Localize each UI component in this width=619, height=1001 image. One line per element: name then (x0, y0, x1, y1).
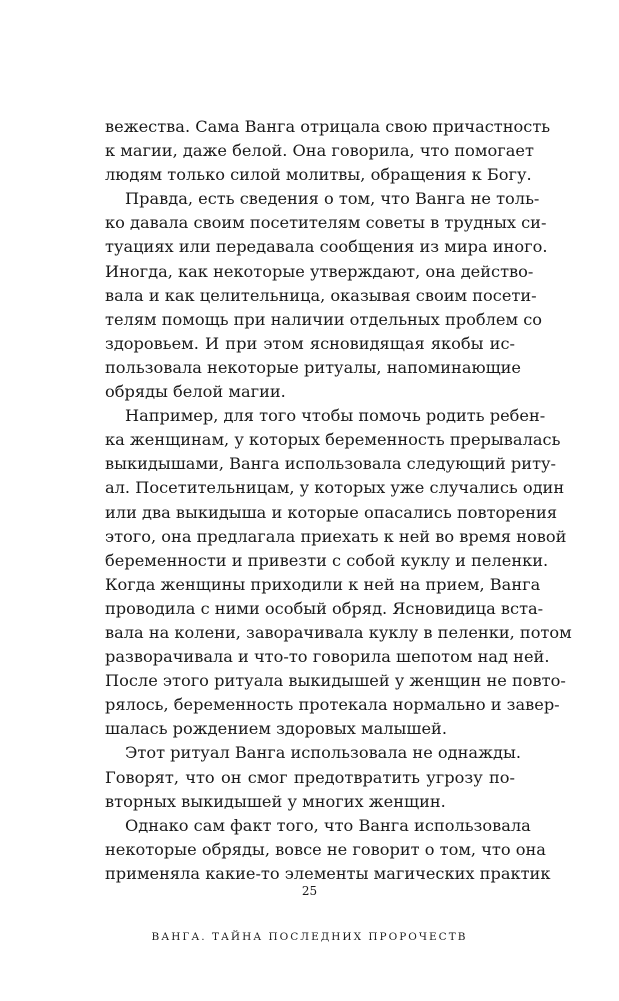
text-line: некоторые обряды, вовсе не говорит о том, что она (105, 839, 546, 859)
text-line: туациях или передавала сообщения из мира иного. (105, 237, 548, 257)
text-line: к магии, даже белой. Она говорила, что помогает (105, 141, 534, 161)
text-line: телям помощь при наличии отдельных проблем со (105, 309, 543, 329)
text-line: шалась рождением здоровых малышей. (105, 719, 447, 739)
text-line: вежества. Сама Ванга отрицала свою причастность (105, 117, 551, 136)
text-line: проводила с ними особый обряд. Ясновидица вста- (105, 598, 544, 618)
text-line: применяла какие-то элементы магических практик (105, 863, 551, 883)
text-line: здоровьем. И при этом ясновидящая якобы ис- (105, 333, 515, 353)
text-line: разворачивала и что-то говорила шепотом над ней. (105, 647, 550, 667)
body-text (105, 115, 572, 886)
text-line: Правда, есть сведения о том, что Ванга не толь- (125, 189, 540, 209)
text-line: Иногда, как некоторые утверждают, она действо- (105, 261, 534, 281)
text-line: ал. Посетительницам, у которых уже случались один (105, 478, 565, 498)
text-line: Например, для того чтобы помочь родить ребен- (125, 406, 546, 426)
running-title: ВАНГА. ТАЙНА ПОСЛЕДНИХ ПРОРОЧЕСТВ (151, 931, 468, 943)
text-line: людям только силой молитвы, обращения к Богу. (105, 165, 532, 185)
text-line: Говорят, что он смог предотвратить угрозу по- (105, 767, 515, 787)
text-line: обряды белой магии. (105, 382, 286, 402)
page-number: 25 (301, 884, 318, 898)
text-line: выкидышами, Ванга использовала следующий риту- (105, 454, 557, 474)
text-line: ка женщинам, у которых беременность прерывалась (105, 430, 561, 450)
text-line: или два выкидыша и которые опасались повторения (105, 502, 558, 522)
text-line: рялось, беременность протекала нормально и завер- (105, 695, 560, 715)
text-line: пользовала некоторые ритуалы, напоминающие (105, 357, 521, 377)
text-line: беременности и привезти с собой куклу и пеленки. (105, 550, 549, 570)
text-line: вала на колени, заворачивала куклу в пеленки, потом (105, 622, 572, 642)
text-line: вторных выкидышей у многих женщин. (105, 791, 446, 811)
text-line: Однако сам факт того, что Ванга использовала (125, 815, 531, 835)
text-line: После этого ритуала выкидышей у женщин не повто- (105, 671, 566, 691)
text-line: вала и как целительница, оказывая своим посети- (105, 285, 537, 305)
text-line: Когда женщины приходили к ней на прием, Ванга (105, 574, 541, 594)
text-line: ко давала своим посетителям советы в трудных си- (105, 213, 547, 233)
text-line: Этот ритуал Ванга использовала не однажды. (125, 743, 521, 763)
text-line: этого, она предлагала приехать к ней во время новой (105, 526, 567, 546)
